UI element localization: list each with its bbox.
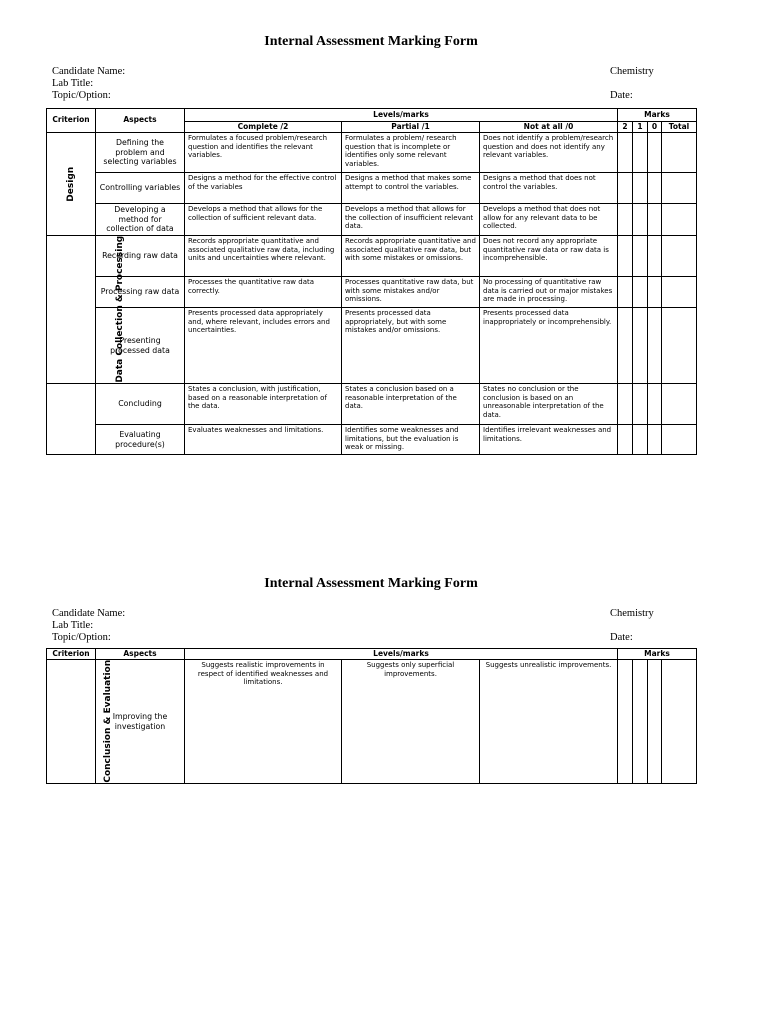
complete-cell: Evaluates weaknesses and limitations. — [185, 425, 342, 455]
not-at-all-cell: Suggests unrealistic improvements. — [480, 660, 618, 784]
mark-box-0[interactable] — [648, 133, 662, 173]
mark-box-2[interactable] — [618, 133, 633, 173]
mark-box-total[interactable] — [662, 133, 697, 173]
mark-box-1[interactable] — [633, 384, 648, 425]
not-at-all-cell: Presents processed data inappropriately or incomprehensibly. — [480, 308, 618, 384]
mark-box-1[interactable] — [633, 308, 648, 384]
mark-box-1[interactable] — [633, 133, 648, 173]
complete-cell: Processes the quantitative raw data correctly. — [185, 277, 342, 308]
topic-option-label: Topic/Option: — [52, 90, 111, 101]
criterion-header: Criterion — [47, 649, 96, 660]
form-title: Internal Assessment Marking Form — [264, 34, 478, 49]
partial-cell: States a conclusion based on a reasonable interpretation of the data. — [342, 384, 480, 425]
criterion-blank — [47, 384, 96, 455]
mark-box-2[interactable] — [618, 236, 633, 277]
criterion-data-collection: Data Collection & Processing — [47, 236, 96, 384]
mark-box-0[interactable] — [648, 236, 662, 277]
aspect-cell: Developing a method for collection of data — [96, 204, 185, 236]
partial-cell: Develops a method that allows for the collection of insufficient relevant data. — [342, 204, 480, 236]
complete-cell: States a conclusion, with justification, based on a reasonable interpretation of the data. — [185, 384, 342, 425]
marking-table — [46, 108, 697, 455]
mark-box-total[interactable] — [662, 425, 697, 455]
topic-option-label: Topic/Option: — [52, 632, 111, 643]
table-row — [47, 173, 697, 204]
table-row — [47, 204, 697, 236]
levels-header: Levels/marks — [185, 109, 618, 122]
aspect-cell: Recording raw data — [96, 236, 185, 277]
mark-box-total[interactable] — [662, 173, 697, 204]
not-at-all-header: Not at all /0 — [480, 122, 618, 133]
not-at-all-cell: Designs a method that does not control the variables. — [480, 173, 618, 204]
not-at-all-cell: Develops a method that does not allow for any relevant data to be collected. — [480, 204, 618, 236]
mark-box-1[interactable] — [633, 660, 648, 784]
complete-cell: Develops a method that allows for the collection of sufficient relevant data. — [185, 204, 342, 236]
table-row — [47, 308, 697, 384]
marking-table — [46, 648, 697, 784]
marking-form-2 — [46, 576, 696, 784]
mark-col-2: 2 — [618, 122, 633, 133]
lab-title-label: Lab Title: — [52, 620, 94, 631]
mark-box-2[interactable] — [618, 660, 633, 784]
complete-cell: Presents processed data appropriately and, where relevant, includes errors and uncertainties. — [185, 308, 342, 384]
table-row — [47, 660, 697, 784]
not-at-all-cell: Identifies irrelevant weaknesses and limitations. — [480, 425, 618, 455]
aspect-cell: Processing raw data — [96, 277, 185, 308]
table-row — [47, 133, 697, 173]
subject-label: Chemistry — [610, 66, 654, 77]
table-row — [47, 425, 697, 455]
mark-box-total[interactable] — [662, 660, 697, 784]
not-at-all-cell: States no conclusion or the conclusion is based on an unreasonable interpretation of the data. — [480, 384, 618, 425]
not-at-all-cell: Does not record any appropriate quantitative raw data or raw data is incomprehensible. — [480, 236, 618, 277]
mark-box-1[interactable] — [633, 425, 648, 455]
complete-cell: Designs a method for the effective control of the variables — [185, 173, 342, 204]
marking-form-1 — [46, 34, 696, 455]
mark-box-total[interactable] — [662, 277, 697, 308]
complete-cell: Records appropriate quantitative and associated qualitative raw data, including units and uncertainties where relevant. — [185, 236, 342, 277]
mark-box-2[interactable] — [618, 384, 633, 425]
candidate-name-label: Candidate Name: — [52, 66, 126, 77]
table-row — [47, 384, 697, 425]
mark-box-1[interactable] — [633, 236, 648, 277]
mark-box-2[interactable] — [618, 277, 633, 308]
mark-box-total[interactable] — [662, 308, 697, 384]
mark-box-1[interactable] — [633, 173, 648, 204]
mark-box-0[interactable] — [648, 277, 662, 308]
mark-box-1[interactable] — [633, 204, 648, 236]
form-header-fields — [46, 608, 696, 648]
mark-col-total: Total — [662, 122, 697, 133]
complete-header: Complete /2 — [185, 122, 342, 133]
date-label: Date: — [610, 90, 633, 101]
partial-cell: Formulates a problem/ research question that is incomplete or identifies only some relevant variables. — [342, 133, 480, 173]
partial-cell: Processes quantitative raw data, but with some mistakes and/or omissions. — [342, 277, 480, 308]
aspect-cell: Evaluating procedure(s) — [96, 425, 185, 455]
mark-col-1: 1 — [633, 122, 648, 133]
criterion-conclusion-evaluation: Conclusion & Evaluation — [47, 660, 96, 784]
mark-box-total[interactable] — [662, 384, 697, 425]
mark-box-0[interactable] — [648, 425, 662, 455]
mark-box-1[interactable] — [633, 277, 648, 308]
marks-header: Marks — [618, 109, 697, 122]
partial-cell: Suggests only superficial improvements. — [342, 660, 480, 784]
subject-label: Chemistry — [610, 608, 654, 619]
partial-cell: Records appropriate quantitative and associated qualitative raw data, but with some mistakes or omissions. — [342, 236, 480, 277]
mark-col-0: 0 — [648, 122, 662, 133]
mark-box-2[interactable] — [618, 425, 633, 455]
mark-box-0[interactable] — [648, 384, 662, 425]
candidate-name-label: Candidate Name: — [52, 608, 126, 619]
mark-box-0[interactable] — [648, 308, 662, 384]
mark-box-total[interactable] — [662, 204, 697, 236]
aspects-header: Aspects — [96, 649, 185, 660]
complete-cell: Formulates a focused problem/research question and identifies the relevant variables. — [185, 133, 342, 173]
mark-box-0[interactable] — [648, 173, 662, 204]
mark-box-2[interactable] — [618, 204, 633, 236]
not-at-all-cell: Does not identify a problem/research question and does not identify any relevant variables. — [480, 133, 618, 173]
not-at-all-cell: No processing of quantitative raw data is carried out or major mistakes are made in processing. — [480, 277, 618, 308]
partial-cell: Presents processed data appropriately, but with some mistakes and/or omissions. — [342, 308, 480, 384]
table-row — [47, 277, 697, 308]
partial-header: Partial /1 — [342, 122, 480, 133]
mark-box-total[interactable] — [662, 236, 697, 277]
mark-box-0[interactable] — [648, 204, 662, 236]
aspect-cell: Presenting processed data — [96, 308, 185, 384]
lab-title-label: Lab Title: — [52, 78, 94, 89]
mark-box-2[interactable] — [618, 173, 633, 204]
marks-header: Marks — [618, 649, 697, 660]
levels-header: Levels/marks — [185, 649, 618, 660]
mark-box-2[interactable] — [618, 308, 633, 384]
form-header-fields — [46, 66, 696, 104]
partial-cell: Designs a method that makes some attempt to control the variables. — [342, 173, 480, 204]
aspect-cell: Defining the problem and selecting variables — [96, 133, 185, 173]
date-label: Date: — [610, 632, 633, 643]
aspect-cell: Improving the investigation — [96, 660, 185, 784]
criterion-design: Design — [47, 133, 96, 236]
aspect-cell: Controlling variables — [96, 173, 185, 204]
complete-cell: Suggests realistic improvements in respect of identified weaknesses and limitations. — [185, 660, 342, 784]
table-row — [47, 236, 697, 277]
aspect-cell: Concluding — [96, 384, 185, 425]
partial-cell: Identifies some weaknesses and limitations, but the evaluation is weak or missing. — [342, 425, 480, 455]
aspects-header: Aspects — [96, 109, 185, 133]
criterion-header: Criterion — [47, 109, 96, 133]
form-title: Internal Assessment Marking Form — [264, 576, 478, 591]
mark-box-0[interactable] — [648, 660, 662, 784]
